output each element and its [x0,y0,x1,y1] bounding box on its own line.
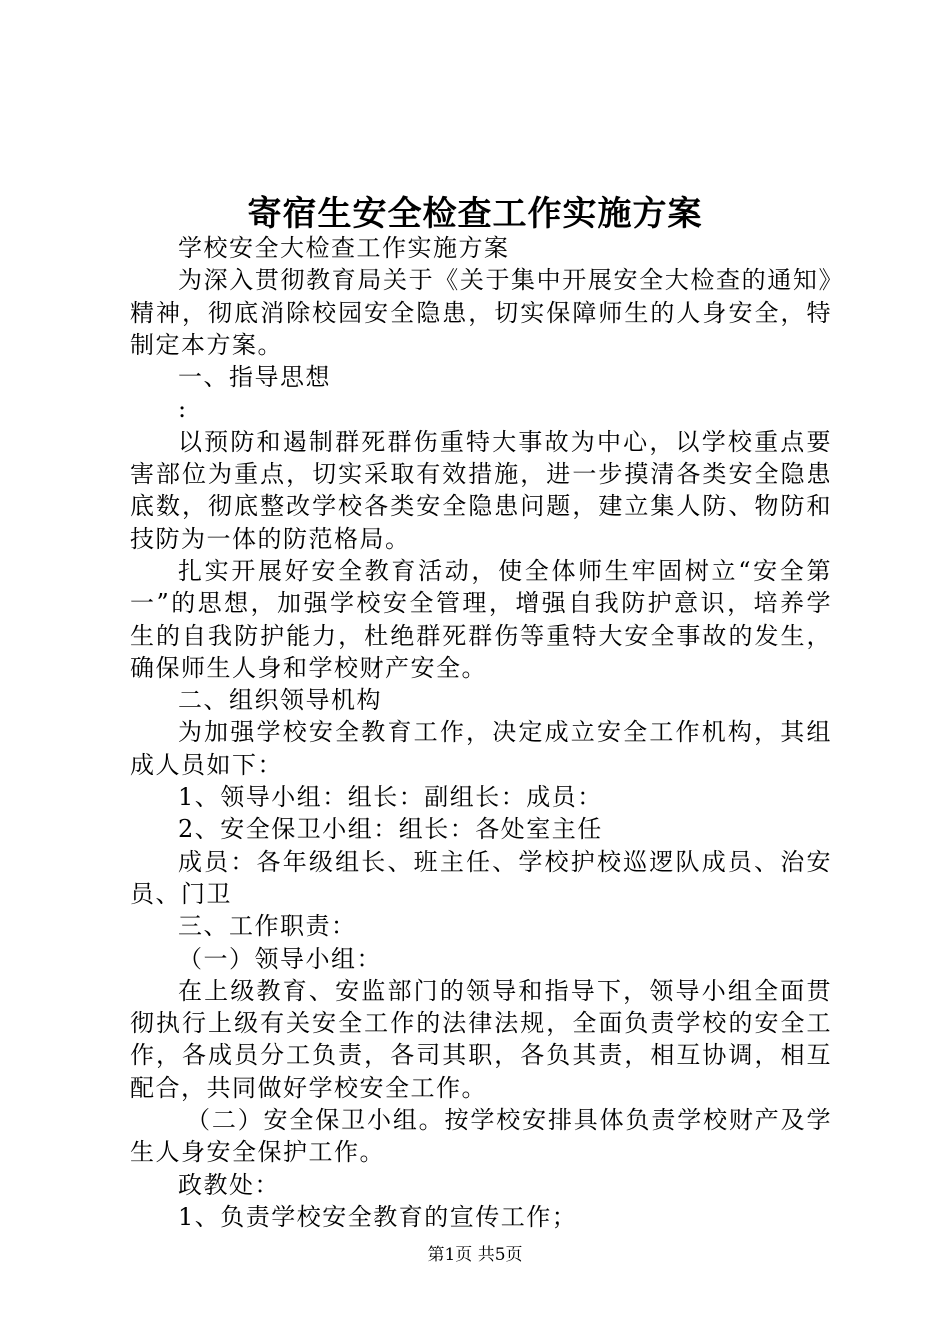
paragraph-guiding-1: 以预防和遏制群死群伤重特大事故为中心，以学校重点要害部位为重点，切实采取有效措施，进一步摸清各类安全隐患底数，彻底整改学校各类安全隐患问题，建立集人防、物防和技防为一体的防范格局。 [130,427,832,553]
list-item-leadership: 1、领导小组：组长：副组长：成员： [178,783,603,812]
subheading-political: 政教处： [178,1170,280,1199]
list-item-publicity: 1、负责学校安全教育的宣传工作； [178,1202,578,1231]
section-heading-1: 一、指导思想 [178,363,331,392]
paragraph-security-duty: （二）安全保卫小组。按学校安排具体负责学校财产及学生人身安全保护工作。 [130,1106,832,1167]
paragraph-guiding-2: 扎实开展好安全教育活动，使全体师生牢固树立“安全第一”的思想，加强学校安全管理，增强自我防护意识，培养学生的自我防护能力，杜绝群死群伤等重特大安全事故的发生，确保师生人身和学校财产安全。 [130,556,832,682]
paragraph-colon: : [178,395,188,424]
section-heading-3: 三、工作职责： [178,912,357,941]
document-body [130,232,832,1233]
section-heading-2: 二、组织领导机构 [178,686,382,715]
paragraph-intro: 为深入贯彻教育局关于《关于集中开展安全大检查的通知》精神，彻底消除校园安全隐患，切实保障师生的人身安全，特制定本方案。 [130,266,832,359]
document-title: 寄宿生安全检查工作实施方案 [247,194,703,234]
page-footer: 第1页 共5页 [427,1245,523,1265]
paragraph-leadership-duty: 在上级教育、安监部门的领导和指导下，领导小组全面贯彻执行上级有关安全工作的法律法规，全面负责学校的安全工作，各成员分工负责，各司其职，各负其责，相互协调，相互配合，共同做好学校安全工作。 [130,976,832,1102]
paragraph-subtitle: 学校安全大检查工作实施方案 [178,234,510,262]
list-item-security: 2、安全保卫小组：组长：各处室主任 [178,815,603,844]
paragraph-organization: 为加强学校安全教育工作，决定成立安全工作机构，其组成人员如下： [130,718,832,779]
subheading-leadership: （一）领导小组： [178,944,382,973]
paragraph-members: 成员：各年级组长、班主任、学校护校巡逻队成员、治安员、门卫 [130,847,832,908]
